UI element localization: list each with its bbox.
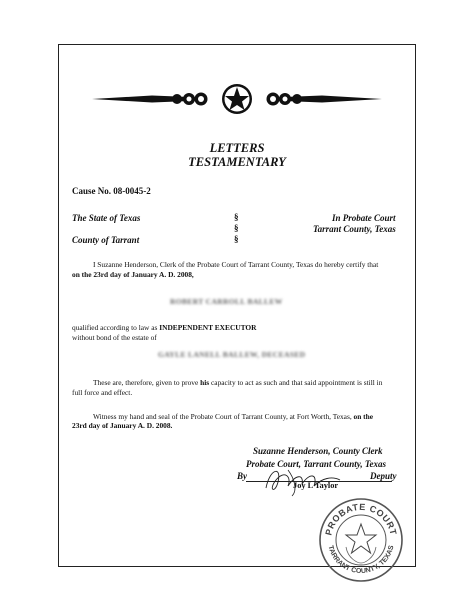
cause-number: Cause No. 08-0045-2 (72, 186, 151, 196)
section-mark: § (234, 223, 239, 233)
county-label: County of Tarrant (72, 235, 140, 245)
title-testamentary: TESTAMENTARY (188, 155, 286, 169)
capacity-paragraph-end: full force and effect. (72, 388, 133, 397)
certify-date: on the 23rd day of January A. D. 2008, (72, 270, 194, 279)
by-label: By (237, 471, 247, 481)
qualified-line: qualified according to law as INDEPENDENT EXECUTOR (72, 323, 257, 332)
title-letters: LETTERS (209, 141, 265, 155)
executor-name: ROBERT CARROLL BALLEW (170, 297, 283, 306)
section-mark: § (234, 234, 239, 244)
svg-text:TARRANT COUNTY, TEXAS: TARRANT COUNTY, TEXAS (326, 544, 396, 576)
deputy-name: Joy L Taylor (293, 481, 339, 490)
witness-paragraph: Witness my hand and seal of the Probate Court of Tarrant County, at Fort Worth, Texas, on the (93, 412, 374, 421)
probate-court-seal (318, 497, 404, 583)
svg-text:PROBATE COURT: PROBATE COURT (323, 501, 399, 537)
clerk-name: Suzanne Henderson, County Clerk (253, 446, 383, 456)
court-label: In Probate Court (332, 213, 396, 223)
section-mark: § (234, 212, 239, 222)
court-county-label: Tarrant County, Texas (313, 224, 396, 234)
certify-paragraph: I Suzanne Henderson, Clerk of the Probate Court of Tarrant County, Texas do hereby certify that (93, 260, 379, 269)
deputy-label: Deputy (370, 471, 397, 481)
state-label: The State of Texas (72, 213, 141, 223)
court-name: Probate Court, Tarrant County, Texas (246, 459, 387, 469)
bond-line: without bond of the estate of (72, 333, 157, 342)
ornamental-star-divider (92, 82, 382, 116)
witness-date: 23rd day of January A. D. 2008. (72, 421, 173, 430)
estate-name: GAYLE LANELL BALLEW, DECEASED (158, 350, 306, 359)
capacity-paragraph: These are, therefore, given to prove his capacity to act as such and that said appointment is still in (93, 378, 383, 387)
handwritten-signature (248, 460, 358, 500)
